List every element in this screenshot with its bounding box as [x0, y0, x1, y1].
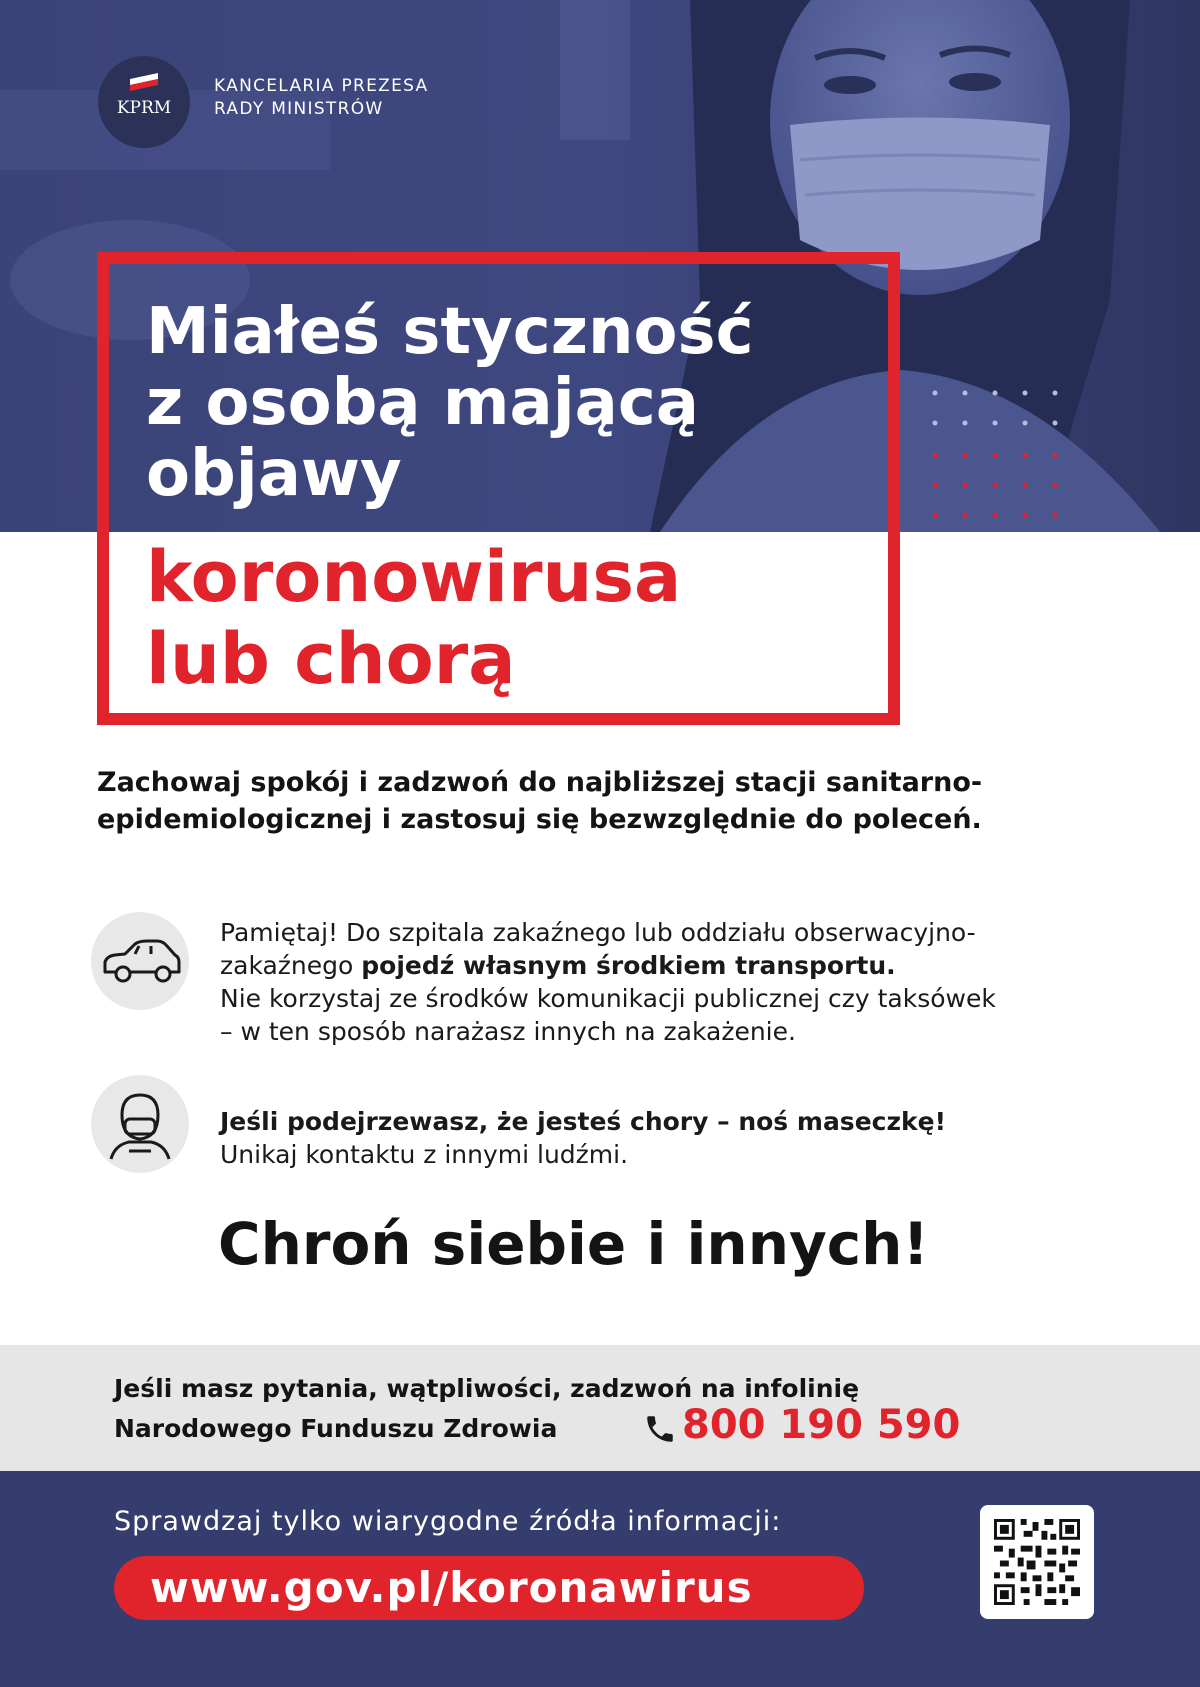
- info-transport-line2-bold: pojedź własnym środkiem transportu.: [361, 951, 896, 980]
- info-transport-line1: Pamiętaj! Do szpitala zakaźnego lub oddziału obserwacyjno-: [220, 918, 976, 947]
- info-transport: [220, 916, 1120, 1048]
- info-mask-line2: Unikaj kontaktu z innymi ludźmi.: [220, 1140, 629, 1169]
- hotline-number[interactable]: 800 190 590: [682, 1402, 961, 1448]
- car-icon: [91, 912, 189, 1010]
- sources-text: Sprawdzaj tylko wiarygodne źródła informacji:: [114, 1506, 782, 1537]
- headline-line3: objawy: [146, 437, 402, 511]
- headline-line1: Miałeś styczność: [146, 295, 754, 369]
- info-transport-line4: – w ten sposób narażasz innych na zakażenie.: [220, 1017, 796, 1046]
- qr-code-graphic: [994, 1519, 1080, 1605]
- info-transport-line2-prefix: zakaźnego: [220, 951, 362, 980]
- lead-text: Zachowaj spokój i zadzwoń do najbliższej stacji sanitarno-epidemiologicznej i zastosuj się bezwzględnie do poleceń.: [97, 767, 983, 835]
- qr-code-icon[interactable]: [980, 1505, 1094, 1619]
- info-transport-line2: [220, 949, 1120, 982]
- headline-line5: lub chorą: [146, 618, 516, 700]
- masked-person-icon: [91, 1075, 189, 1173]
- hotline-band: [0, 1345, 1200, 1471]
- headline-line2: z osobą mającą: [146, 366, 699, 440]
- gov-url-link[interactable]: www.gov.pl/koronawirus: [114, 1556, 864, 1620]
- logo-abbr: KPRM: [116, 98, 172, 118]
- hotline-line1: Jeśli masz pytania, wątpliwości, zadzwoń na infolinię: [114, 1374, 860, 1403]
- org-name-line2: RADY MINISTRÓW: [214, 99, 384, 119]
- headline-line4: koronowirusa: [146, 536, 682, 618]
- slogan: Chroń siebie i innych!: [218, 1210, 929, 1278]
- info-transport-line3: Nie korzystaj ze środków komunikacji publicznej czy taksówek: [220, 984, 996, 1013]
- hotline-line2: Narodowego Funduszu Zdrowia: [114, 1414, 558, 1443]
- info-mask-line1: Jeśli podejrzewasz, że jesteś chory – noś maseczkę!: [220, 1107, 947, 1136]
- org-name-line1: KANCELARIA PREZESA: [214, 76, 429, 96]
- info-mask: [220, 1105, 1120, 1171]
- phone-icon: [643, 1412, 677, 1446]
